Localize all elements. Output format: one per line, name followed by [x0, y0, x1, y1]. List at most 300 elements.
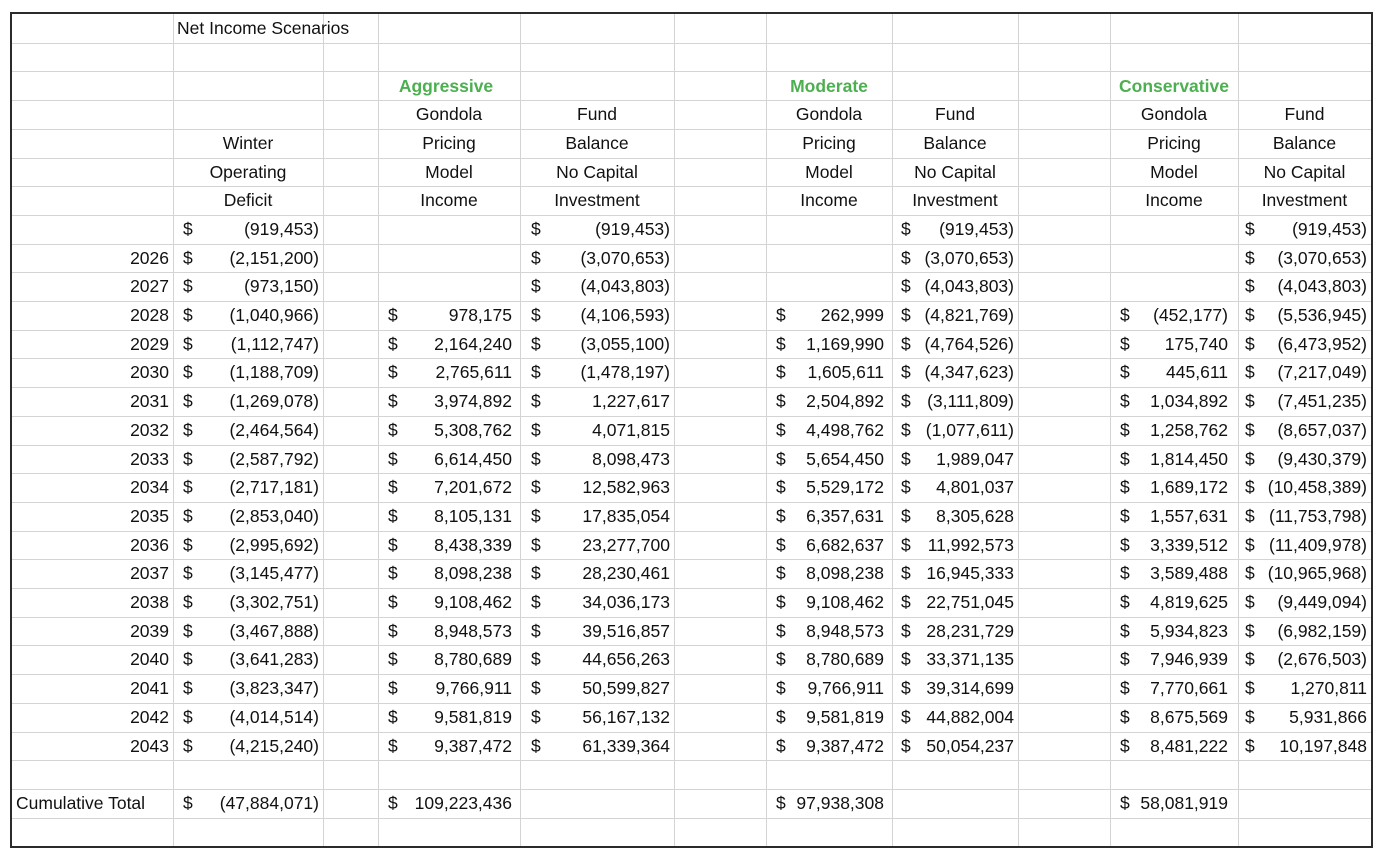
con-fund-cell[interactable]: (8,657,037)	[1277, 419, 1367, 440]
agg-fund-header[interactable]: Investment	[554, 190, 640, 211]
agg-income-cell[interactable]: 9,108,462	[434, 592, 512, 612]
spreadsheet-grid[interactable]	[10, 12, 1373, 848]
row-gridline	[12, 760, 1371, 761]
currency-symbol: $	[531, 534, 541, 555]
currency-symbol: $	[531, 505, 541, 526]
year-cell[interactable]: 2032	[130, 419, 169, 440]
agg-income-cell[interactable]: 8,105,131	[434, 505, 512, 526]
agg-fund-header[interactable]: No Capital	[556, 161, 638, 182]
mod-income-cell[interactable]: 6,682,637	[806, 534, 884, 555]
currency-symbol: $	[531, 391, 541, 412]
currency-symbol: $	[388, 391, 398, 412]
mod-income-cell[interactable]: 2,504,892	[806, 391, 884, 412]
currency-symbol: $	[183, 505, 193, 526]
row-gridline	[12, 43, 1371, 44]
con-income-header[interactable]: Model	[1150, 161, 1198, 182]
mod-fund-cell[interactable]: (1,077,611)	[925, 419, 1014, 440]
agg-income-cell[interactable]: 2,164,240	[434, 333, 512, 354]
currency-symbol: $	[183, 563, 193, 584]
mod-fund-cell[interactable]: (4,821,769)	[924, 305, 1014, 325]
year-cell[interactable]: 2038	[130, 592, 169, 612]
mod-income-cell[interactable]: 9,387,472	[806, 735, 884, 756]
deficit-cell[interactable]: (1,112,747)	[230, 333, 319, 354]
agg-income-cell[interactable]: 8,098,238	[434, 563, 512, 584]
mod-income-cell[interactable]: 8,098,238	[806, 563, 884, 584]
con-fund-cell[interactable]: (9,449,094)	[1277, 592, 1367, 612]
currency-symbol: $	[776, 592, 786, 612]
mod-income-cell[interactable]: 4,498,762	[806, 419, 884, 440]
currency-symbol: $	[901, 333, 911, 354]
mod-fund-cell[interactable]: (3,070,653)	[924, 247, 1014, 268]
mod-income-cell[interactable]: 8,948,573	[806, 620, 884, 641]
currency-symbol: $	[388, 534, 398, 555]
agg-fund-header[interactable]: Fund	[577, 104, 617, 125]
con-income-cell[interactable]: 1,258,762	[1150, 419, 1228, 440]
currency-symbol: $	[388, 649, 398, 670]
con-fund-cell[interactable]: (6,982,159)	[1277, 620, 1367, 641]
year-cell[interactable]: 2027	[130, 276, 169, 297]
currency-symbol: $	[1120, 735, 1130, 756]
deficit-cell[interactable]: (3,823,347)	[229, 678, 319, 699]
currency-symbol: $	[1120, 678, 1130, 699]
currency-symbol: $	[388, 563, 398, 584]
currency-symbol: $	[531, 649, 541, 670]
deficit-cell[interactable]: (3,467,888)	[229, 620, 319, 641]
currency-symbol: $	[901, 247, 911, 268]
mod-income-cell[interactable]: 5,654,450	[806, 448, 884, 469]
currency-symbol: $	[183, 792, 193, 813]
year-cell[interactable]: 2040	[130, 649, 169, 670]
currency-symbol: $	[1245, 620, 1255, 641]
currency-symbol: $	[776, 419, 786, 440]
currency-symbol: $	[901, 505, 911, 526]
currency-symbol: $	[901, 678, 911, 699]
currency-symbol: $	[776, 649, 786, 670]
currency-symbol: $	[531, 706, 541, 727]
deficit-cell[interactable]: (2,853,040)	[229, 505, 319, 526]
con-income-cell[interactable]: 3,339,512	[1150, 534, 1228, 555]
con-income-cell[interactable]: 5,934,823	[1150, 620, 1228, 641]
currency-symbol: $	[531, 276, 541, 297]
agg-income-cell[interactable]: 3,974,892	[434, 391, 512, 412]
year-cell[interactable]: 2036	[130, 534, 169, 555]
mod-fund-header[interactable]: No Capital	[914, 161, 996, 182]
mod-income-header[interactable]: Gondola	[795, 104, 863, 125]
mod-fund-cell[interactable]: 22,751,045	[926, 592, 1014, 612]
con-income-cell[interactable]: (452,177)	[1153, 305, 1228, 325]
deficit-cell[interactable]: (2,995,692)	[229, 534, 319, 555]
agg-fund-cell[interactable]: 34,036,173	[582, 592, 670, 612]
mod-fund-header[interactable]: Fund	[935, 104, 975, 125]
mod-fund-header[interactable]: Balance	[923, 132, 987, 153]
agg-fund-cell[interactable]: (3,055,100)	[580, 333, 670, 354]
mod-fund-cell[interactable]: 1,989,047	[936, 448, 1014, 469]
mod-income-header[interactable]: Model	[805, 161, 853, 182]
currency-symbol: $	[1245, 477, 1255, 498]
con-income-cell[interactable]: 445,611	[1166, 362, 1228, 383]
mod-fund-cell[interactable]: 33,371,135	[926, 649, 1014, 670]
currency-symbol: $	[901, 706, 911, 727]
currency-symbol: $	[388, 620, 398, 641]
currency-symbol: $	[901, 218, 911, 239]
currency-symbol: $	[531, 592, 541, 612]
agg-income-cell[interactable]: 8,438,339	[434, 534, 512, 555]
year-cell[interactable]: 2033	[130, 448, 169, 469]
currency-symbol: $	[183, 592, 193, 612]
currency-symbol: $	[776, 620, 786, 641]
con-income-header[interactable]: Income	[1145, 190, 1203, 211]
currency-symbol: $	[183, 477, 193, 498]
currency-symbol: $	[1120, 534, 1130, 555]
currency-symbol: $	[1245, 391, 1255, 412]
year-cell[interactable]: 2043	[130, 735, 169, 756]
currency-symbol: $	[388, 735, 398, 756]
currency-symbol: $	[1245, 362, 1255, 383]
currency-symbol: $	[183, 305, 193, 325]
currency-symbol: $	[388, 505, 398, 526]
agg-fund-cell[interactable]: 44,656,263	[582, 649, 670, 670]
currency-symbol: $	[388, 448, 398, 469]
mod-fund-cell[interactable]: 4,801,037	[936, 477, 1014, 498]
currency-symbol: $	[183, 448, 193, 469]
agg-income-header[interactable]: Model	[425, 161, 473, 182]
deficit-cell[interactable]: (2,587,792)	[229, 448, 319, 469]
agg-fund-cell[interactable]: (4,043,803)	[580, 276, 670, 297]
con-fund-cell[interactable]: 1,270,811	[1290, 678, 1367, 699]
currency-symbol: $	[1245, 305, 1255, 325]
con-fund-cell[interactable]: (3,070,653)	[1277, 247, 1367, 268]
agg-income-cell[interactable]: 109,223,436	[414, 792, 512, 813]
currency-symbol: $	[388, 477, 398, 498]
column-gridline	[1018, 14, 1019, 846]
currency-symbol: $	[388, 362, 398, 383]
con-fund-cell[interactable]: (10,458,389)	[1267, 477, 1367, 498]
currency-symbol: $	[1120, 391, 1130, 412]
currency-symbol: $	[1245, 706, 1255, 727]
con-income-cell[interactable]: 8,675,569	[1150, 706, 1228, 727]
currency-symbol: $	[531, 735, 541, 756]
currency-symbol: $	[531, 362, 541, 383]
con-income-cell[interactable]: 175,740	[1164, 333, 1228, 354]
year-cell[interactable]: 2042	[130, 706, 169, 727]
sheet-title[interactable]: Net Income Scenarios	[177, 18, 350, 38]
agg-income-cell[interactable]: 978,175	[448, 305, 512, 325]
currency-symbol: $	[776, 735, 786, 756]
currency-symbol: $	[776, 505, 786, 526]
agg-fund-cell[interactable]: 17,835,054	[582, 505, 670, 526]
currency-symbol: $	[1120, 333, 1130, 354]
con-income-cell[interactable]: 58,081,919	[1140, 792, 1228, 813]
con-income-cell[interactable]: 4,819,625	[1150, 592, 1228, 612]
mod-income-cell[interactable]: 1,605,611	[807, 362, 884, 383]
currency-symbol: $	[901, 448, 911, 469]
con-fund-cell[interactable]: (5,536,945)	[1277, 305, 1367, 325]
year-cell[interactable]: 2028	[130, 305, 169, 325]
winter-deficit-header[interactable]: Operating	[209, 161, 287, 182]
mod-fund-cell[interactable]: 8,305,628	[936, 505, 1014, 526]
year-cell[interactable]: 2035	[130, 505, 169, 526]
currency-symbol: $	[183, 706, 193, 727]
year-cell[interactable]: 2034	[130, 477, 169, 498]
currency-symbol: $	[901, 276, 911, 297]
mod-fund-cell[interactable]: (4,764,526)	[924, 333, 1014, 354]
currency-symbol: $	[1120, 305, 1130, 325]
currency-symbol: $	[1245, 333, 1255, 354]
currency-symbol: $	[1120, 706, 1130, 727]
con-fund-cell[interactable]: (11,409,978)	[1269, 534, 1367, 555]
agg-income-cell[interactable]: 8,780,689	[434, 649, 512, 670]
con-income-cell[interactable]: 1,557,631	[1150, 505, 1228, 526]
currency-symbol: $	[1245, 563, 1255, 584]
mod-income-cell[interactable]: 9,581,819	[806, 706, 884, 727]
mod-fund-cell[interactable]: 44,882,004	[926, 706, 1014, 727]
con-fund-header[interactable]: Balance	[1272, 132, 1337, 153]
con-income-cell[interactable]: 1,034,892	[1150, 391, 1228, 412]
agg-fund-cell[interactable]: 61,339,364	[582, 735, 670, 756]
con-fund-cell[interactable]: (7,451,235)	[1277, 391, 1367, 412]
currency-symbol: $	[183, 419, 193, 440]
agg-income-cell[interactable]: 7,201,672	[434, 477, 512, 498]
currency-symbol: $	[1245, 276, 1255, 297]
currency-symbol: $	[388, 333, 398, 354]
currency-symbol: $	[1120, 419, 1130, 440]
deficit-cell[interactable]: (4,215,240)	[229, 735, 319, 756]
currency-symbol: $	[901, 592, 911, 612]
currency-symbol: $	[901, 735, 911, 756]
currency-symbol: $	[1245, 592, 1255, 612]
con-income-cell[interactable]: 8,481,222	[1150, 735, 1228, 756]
con-fund-cell[interactable]: (4,043,803)	[1277, 276, 1367, 297]
currency-symbol: $	[388, 678, 398, 699]
con-fund-cell[interactable]: (2,676,503)	[1277, 649, 1367, 670]
mod-fund-cell[interactable]: (4,043,803)	[924, 276, 1014, 297]
deficit-cell[interactable]: (3,145,477)	[229, 563, 319, 584]
currency-symbol: $	[183, 391, 193, 412]
agg-fund-cell[interactable]: 50,599,827	[582, 678, 670, 699]
agg-fund-cell[interactable]: 1,227,617	[592, 391, 670, 412]
mod-income-cell[interactable]: 8,780,689	[806, 649, 884, 670]
currency-symbol: $	[531, 218, 541, 239]
mod-income-header[interactable]: Income	[800, 190, 858, 211]
con-income-cell[interactable]: 3,589,488	[1150, 563, 1228, 584]
currency-symbol: $	[388, 792, 398, 813]
scenario-conservative-heading[interactable]: Conservative	[1119, 76, 1229, 96]
agg-fund-cell[interactable]: (4,106,593)	[580, 305, 670, 325]
currency-symbol: $	[1120, 362, 1130, 383]
mod-income-header[interactable]: Pricing	[802, 132, 856, 153]
currency-symbol: $	[183, 247, 193, 268]
currency-symbol: $	[1245, 735, 1255, 756]
mod-fund-cell[interactable]: 28,231,729	[926, 620, 1014, 641]
currency-symbol: $	[1245, 678, 1255, 699]
agg-income-cell[interactable]: 6,614,450	[434, 448, 512, 469]
con-income-header[interactable]: Pricing	[1147, 132, 1201, 153]
agg-fund-cell[interactable]: 56,167,132	[582, 706, 670, 727]
currency-symbol: $	[901, 563, 911, 584]
agg-fund-header[interactable]: Balance	[565, 132, 629, 153]
currency-symbol: $	[183, 534, 193, 555]
currency-symbol: $	[901, 534, 911, 555]
deficit-cell[interactable]: (2,151,200)	[229, 247, 319, 268]
currency-symbol: $	[1245, 505, 1255, 526]
currency-symbol: $	[1120, 477, 1130, 498]
mod-income-cell[interactable]: 9,766,911	[807, 678, 884, 699]
agg-income-cell[interactable]: 9,581,819	[434, 706, 512, 727]
currency-symbol: $	[1245, 247, 1255, 268]
scenario-aggressive-heading[interactable]: Aggressive	[398, 76, 494, 96]
currency-symbol: $	[183, 649, 193, 670]
currency-symbol: $	[901, 477, 911, 498]
con-fund-header[interactable]: Fund	[1284, 104, 1325, 125]
mod-fund-cell[interactable]: 16,945,333	[926, 563, 1014, 584]
mod-income-cell[interactable]: 9,108,462	[806, 592, 884, 612]
mod-fund-cell[interactable]: (4,347,623)	[924, 362, 1014, 383]
currency-symbol: $	[776, 534, 786, 555]
agg-income-header[interactable]: Gondola	[415, 104, 483, 125]
currency-symbol: $	[1120, 792, 1130, 813]
year-cell[interactable]: 2039	[130, 620, 169, 641]
con-fund-cell[interactable]: (11,753,798)	[1269, 505, 1367, 526]
mod-income-cell[interactable]: 1,169,990	[806, 333, 884, 354]
year-cell[interactable]: 2026	[130, 247, 169, 268]
currency-symbol: $	[901, 419, 911, 440]
deficit-cell[interactable]: (4,014,514)	[229, 706, 319, 727]
currency-symbol: $	[183, 276, 193, 297]
currency-symbol: $	[531, 419, 541, 440]
agg-fund-cell[interactable]: (1,478,197)	[580, 362, 670, 383]
agg-income-cell[interactable]: 9,766,911	[435, 678, 512, 699]
currency-symbol: $	[1120, 592, 1130, 612]
agg-income-header[interactable]: Income	[420, 190, 478, 211]
currency-symbol: $	[531, 448, 541, 469]
year-cell[interactable]: 2029	[130, 333, 169, 354]
year-cell[interactable]: 2037	[130, 563, 169, 584]
mod-income-cell[interactable]: 262,999	[820, 305, 884, 325]
currency-symbol: $	[776, 563, 786, 584]
year-cell[interactable]: 2030	[130, 362, 169, 383]
con-income-cell[interactable]: 7,770,661	[1150, 678, 1228, 699]
agg-income-cell[interactable]: 9,387,472	[434, 735, 512, 756]
mod-fund-cell[interactable]: (919,453)	[939, 218, 1014, 239]
year-cell[interactable]: 2031	[130, 391, 169, 412]
winter-deficit-header[interactable]: Winter	[222, 132, 274, 153]
currency-symbol: $	[776, 305, 786, 325]
deficit-cell[interactable]: (1,188,709)	[229, 362, 319, 383]
con-fund-cell[interactable]: (919,453)	[1292, 218, 1367, 239]
con-income-cell[interactable]: 1,689,172	[1150, 477, 1228, 498]
currency-symbol: $	[388, 592, 398, 612]
year-cell[interactable]	[12, 215, 173, 244]
winter-deficit-header[interactable]: Deficit	[223, 190, 273, 211]
agg-fund-cell[interactable]: 12,582,963	[582, 477, 670, 498]
currency-symbol: $	[776, 333, 786, 354]
agg-fund-cell[interactable]: 4,071,815	[592, 419, 670, 440]
deficit-cell[interactable]: (2,717,181)	[229, 477, 319, 498]
currency-symbol: $	[901, 391, 911, 412]
currency-symbol: $	[776, 477, 786, 498]
con-fund-header[interactable]: Investment	[1261, 190, 1348, 211]
deficit-cell[interactable]: (3,302,751)	[229, 592, 319, 612]
currency-symbol: $	[1245, 448, 1255, 469]
con-income-cell[interactable]: 1,814,450	[1150, 448, 1228, 469]
mod-income-cell[interactable]: 6,357,631	[806, 505, 884, 526]
currency-symbol: $	[776, 391, 786, 412]
currency-symbol: $	[183, 362, 193, 383]
currency-symbol: $	[183, 620, 193, 641]
currency-symbol: $	[776, 706, 786, 727]
cumulative-total-label[interactable]: Cumulative Total	[16, 792, 146, 813]
con-fund-cell[interactable]: (9,430,379)	[1277, 448, 1367, 469]
con-fund-cell[interactable]: 5,931,866	[1289, 706, 1367, 727]
currency-symbol: $	[531, 620, 541, 641]
agg-fund-cell[interactable]: 28,230,461	[582, 563, 670, 584]
scenario-moderate-heading[interactable]: Moderate	[790, 76, 868, 96]
currency-symbol: $	[183, 218, 193, 239]
year-cell[interactable]: 2041	[130, 678, 169, 699]
deficit-cell[interactable]: (2,464,564)	[229, 419, 319, 440]
deficit-cell[interactable]: (973,150)	[244, 276, 319, 297]
currency-symbol: $	[183, 735, 193, 756]
mod-fund-cell[interactable]: (3,111,809)	[927, 391, 1014, 412]
mod-fund-cell[interactable]: 50,054,237	[926, 735, 1014, 756]
con-fund-cell[interactable]: 10,197,848	[1279, 735, 1367, 756]
con-fund-cell[interactable]: (6,473,952)	[1277, 333, 1367, 354]
deficit-cell[interactable]: (1,040,966)	[229, 305, 319, 325]
agg-income-header[interactable]: Pricing	[422, 132, 476, 153]
mod-fund-cell[interactable]: 39,314,699	[926, 678, 1014, 699]
mod-fund-cell[interactable]: 11,992,573	[927, 534, 1014, 555]
currency-symbol: $	[531, 678, 541, 699]
currency-symbol: $	[1245, 218, 1255, 239]
deficit-cell[interactable]: (47,884,071)	[219, 792, 319, 813]
con-income-cell[interactable]: 7,946,939	[1150, 649, 1228, 670]
con-fund-cell[interactable]: (10,965,968)	[1267, 563, 1367, 584]
agg-fund-cell[interactable]: 39,516,857	[582, 620, 670, 641]
con-fund-cell[interactable]: (7,217,049)	[1277, 362, 1367, 383]
agg-income-cell[interactable]: 8,948,573	[434, 620, 512, 641]
currency-symbol: $	[901, 362, 911, 383]
currency-symbol: $	[388, 706, 398, 727]
currency-symbol: $	[1120, 649, 1130, 670]
agg-fund-cell[interactable]: 8,098,473	[592, 448, 670, 469]
agg-fund-cell[interactable]: 23,277,700	[582, 534, 670, 555]
currency-symbol: $	[531, 563, 541, 584]
agg-fund-cell[interactable]: (3,070,653)	[580, 247, 670, 268]
deficit-cell[interactable]: (919,453)	[244, 218, 319, 239]
agg-fund-cell[interactable]: (919,453)	[595, 218, 670, 239]
currency-symbol: $	[901, 620, 911, 641]
deficit-cell[interactable]: (1,269,078)	[229, 391, 319, 412]
currency-symbol: $	[901, 305, 911, 325]
currency-symbol: $	[1245, 649, 1255, 670]
currency-symbol: $	[1245, 419, 1255, 440]
currency-symbol: $	[388, 305, 398, 325]
mod-fund-header[interactable]: Investment	[912, 190, 998, 211]
con-income-header[interactable]: Gondola	[1140, 104, 1208, 125]
deficit-cell[interactable]: (3,641,283)	[229, 649, 319, 670]
currency-symbol: $	[776, 678, 786, 699]
mod-income-cell[interactable]: 5,529,172	[806, 477, 884, 498]
agg-income-cell[interactable]: 2,765,611	[435, 362, 512, 383]
currency-symbol: $	[1120, 505, 1130, 526]
con-fund-header[interactable]: No Capital	[1263, 161, 1346, 182]
currency-symbol: $	[1120, 448, 1130, 469]
mod-income-cell[interactable]: 97,938,308	[796, 792, 884, 813]
currency-symbol: $	[776, 448, 786, 469]
currency-symbol: $	[1245, 534, 1255, 555]
agg-income-cell[interactable]: 5,308,762	[434, 419, 512, 440]
currency-symbol: $	[901, 649, 911, 670]
